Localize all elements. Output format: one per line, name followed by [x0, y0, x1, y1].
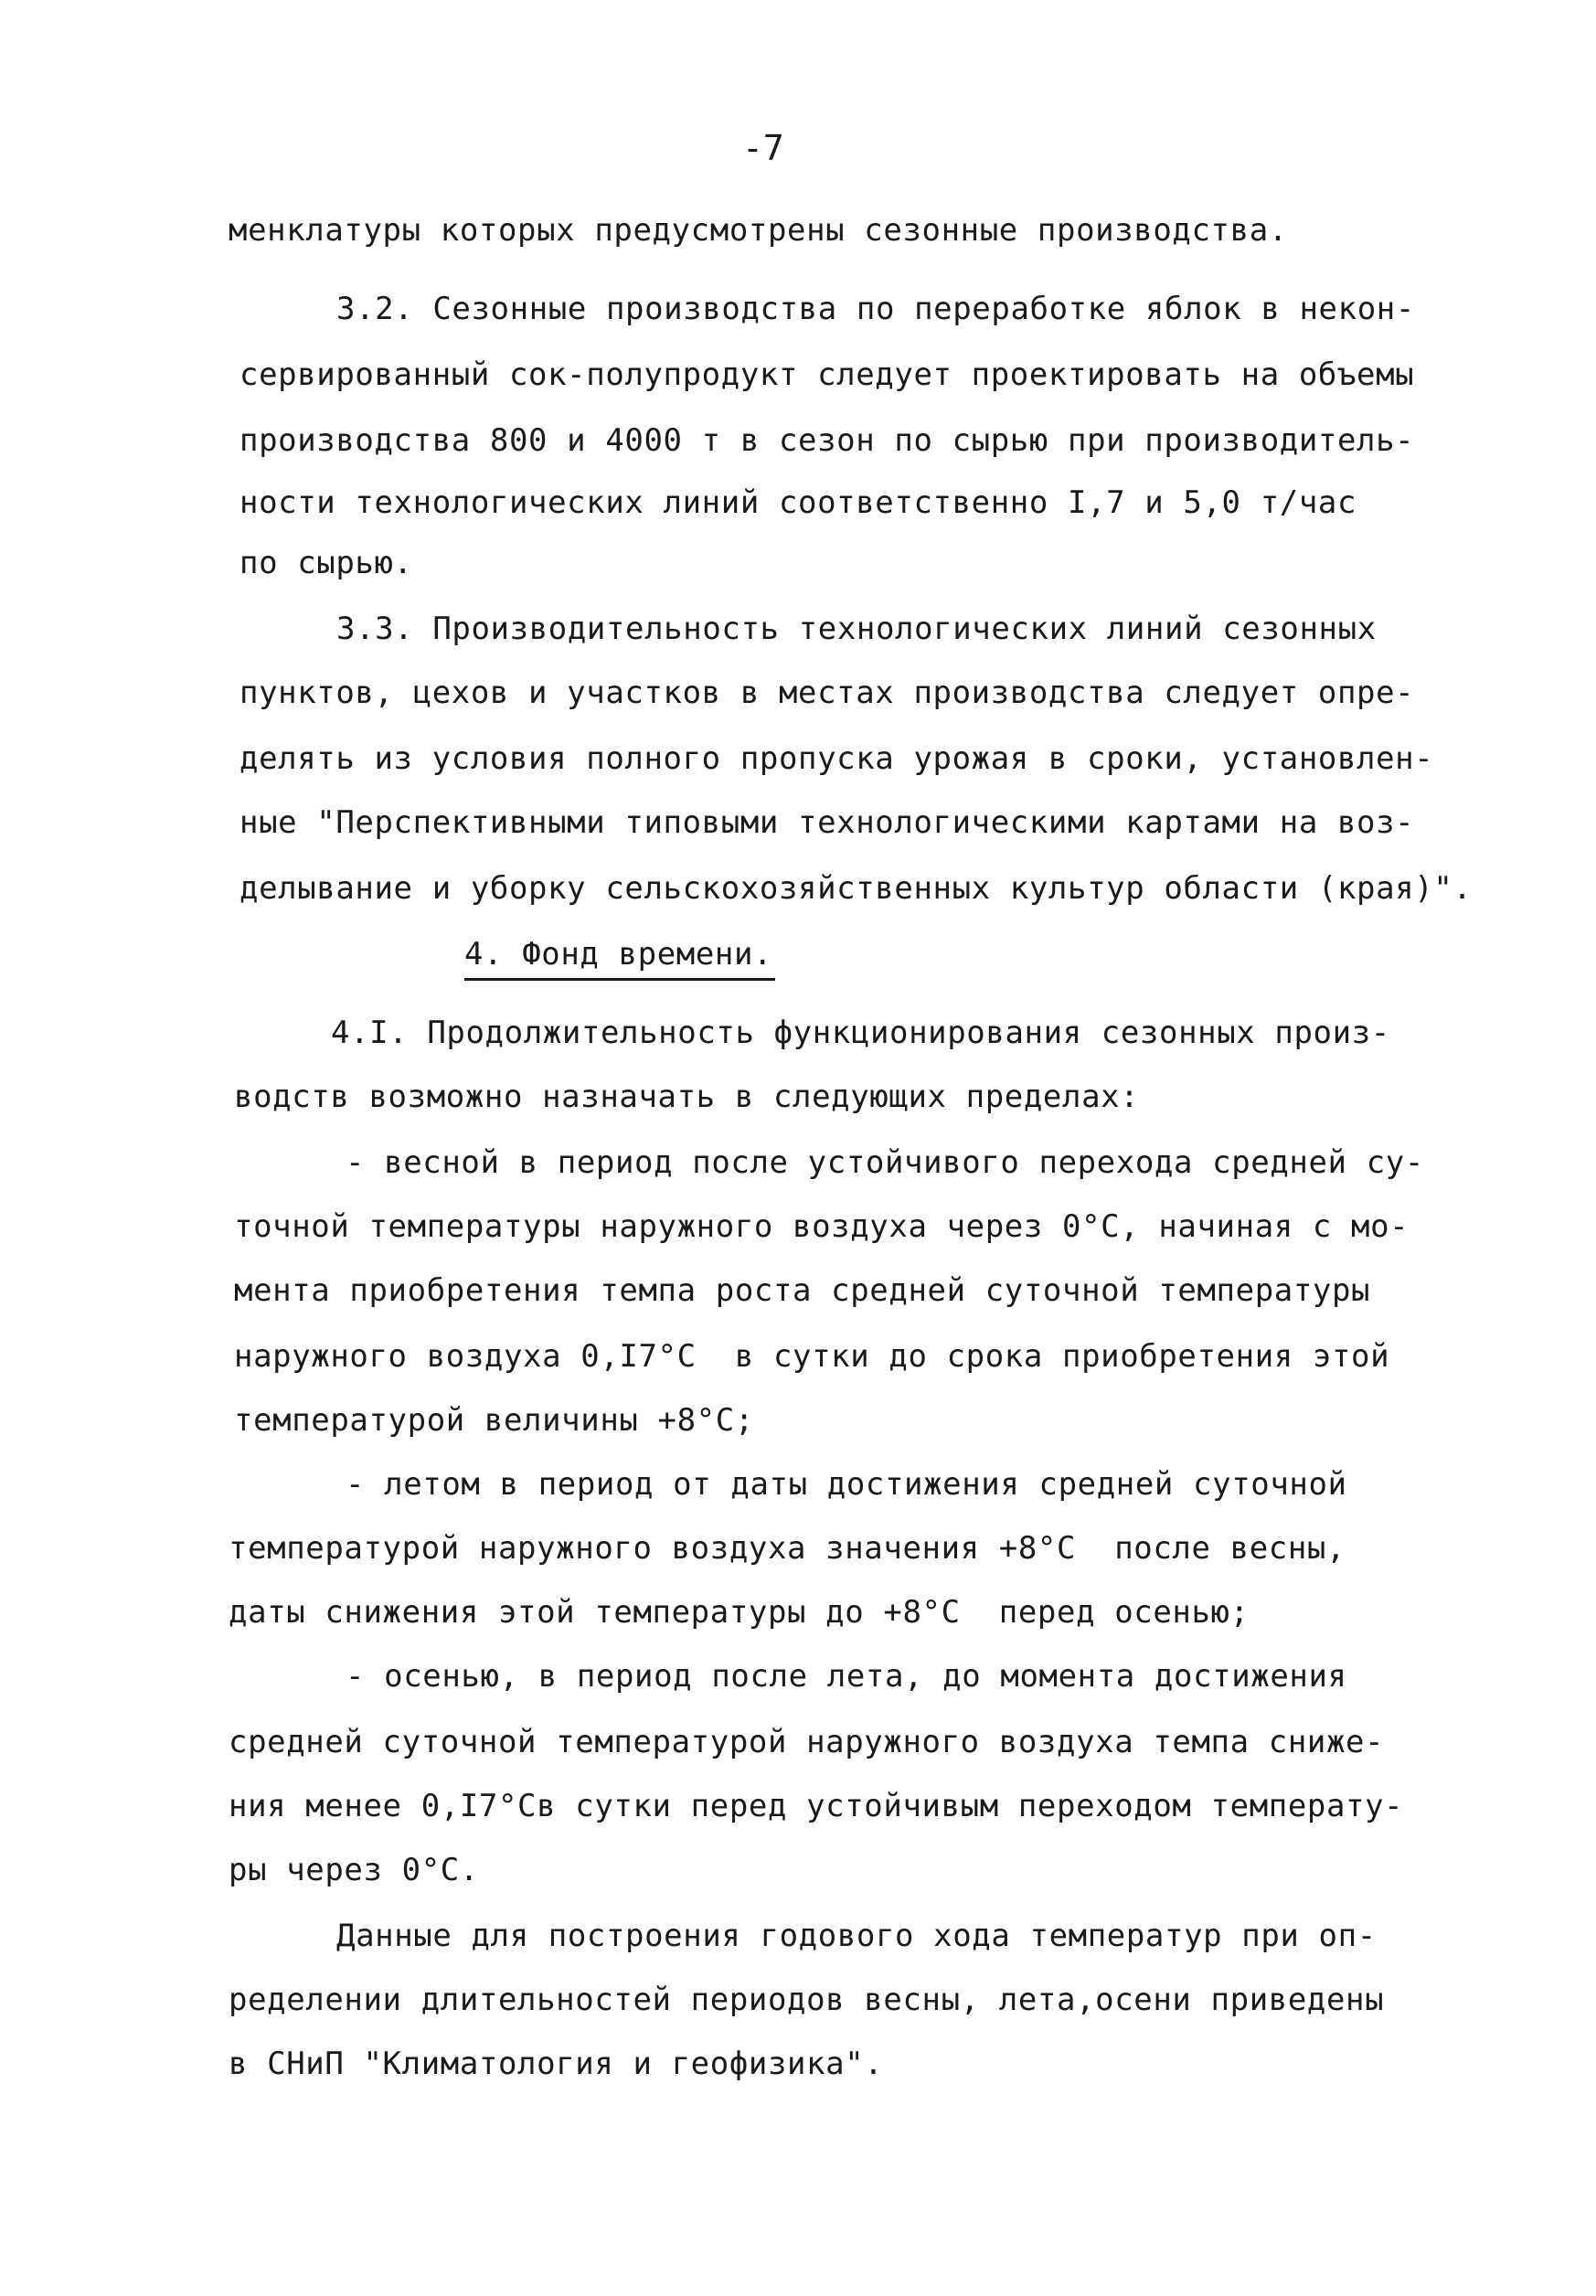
paragraph-3-2-line: 3.2. Сезонные производства по переработке яблок в некон- [336, 291, 1415, 327]
paragraph-3-2-line: сервированный сок-полупродукт следует проектировать на объемы [239, 356, 1415, 393]
closing-paragraph-line: Данные для построения годового хода температур при оп- [336, 1918, 1377, 1954]
autumn-item-line: средней суточной температурой наружного воздуха темпа сниже- [229, 1724, 1385, 1760]
autumn-item-line: ния менее 0,I7°Св сутки перед устойчивым переходом температу- [229, 1788, 1404, 1824]
spring-item-line: точной температуры наружного воздуха через 0°С, начиная с мо- [234, 1208, 1410, 1245]
paragraph-3-2-line: по сырью. [239, 545, 413, 581]
paragraph-4-1-line: 4.I. Продолжительность функционирования сезонных произ- [331, 1015, 1390, 1051]
closing-paragraph-line: ределении длительностей периодов весны, лета,осени приведены [229, 1982, 1385, 2018]
autumn-item-line: - осенью, в период после лета, до момента достижения [346, 1658, 1347, 1695]
spring-item-line: - весной в период после устойчивого перехода средней су- [346, 1144, 1424, 1181]
paragraph-4-1-line: водств возможно назначать в следующих пределах: [234, 1079, 1140, 1115]
heading-underline [464, 978, 775, 981]
paragraph-3-3-line: 3.3. Производительность технологических линий сезонных [336, 611, 1377, 647]
section-heading: 4. Фонд времени. [464, 936, 773, 973]
text-line: менклатуры которых предусмотрены сезонные производства. [229, 212, 1288, 249]
summer-item-line: - летом в период от даты достижения средней суточной [346, 1466, 1347, 1503]
summer-item-line: даты снижения этой температуры до +8°С перед осенью; [229, 1594, 1250, 1631]
page-number: -7 [742, 128, 784, 168]
paragraph-3-2-line: ности технологических линий соответственно I,7 и 5,0 т/час [239, 484, 1357, 521]
paragraph-3-3-line: ные "Перспективными типовыми технологическими картами на воз- [239, 804, 1415, 841]
summer-item-line: температурой наружного воздуха значения +8°С после весны, [229, 1530, 1346, 1567]
paragraph-3-2-line: производства 800 и 4000 т в сезон по сырью при производитель- [239, 422, 1415, 459]
spring-item-line: наружного воздуха 0,I7°С в сутки до срока приобретения этой [234, 1338, 1390, 1375]
paragraph-3-3-line: пунктов, цехов и участков в местах производства следует опре- [239, 675, 1415, 711]
closing-paragraph-line: в СНиП "Климатология и геофизика". [229, 2046, 884, 2082]
paragraph-3-3-line: делывание и уборку сельскохозяйственных культур области (края)". [239, 870, 1473, 907]
paragraph-3-3-line: делять из условия полного пропуска урожая в сроки, установлен- [239, 740, 1434, 777]
spring-item-line: мента приобретения темпа роста средней суточной температуры [234, 1272, 1371, 1309]
autumn-item-line: ры через 0°С. [229, 1852, 479, 1888]
spring-item-line: температурой величины +8°С; [234, 1402, 754, 1439]
